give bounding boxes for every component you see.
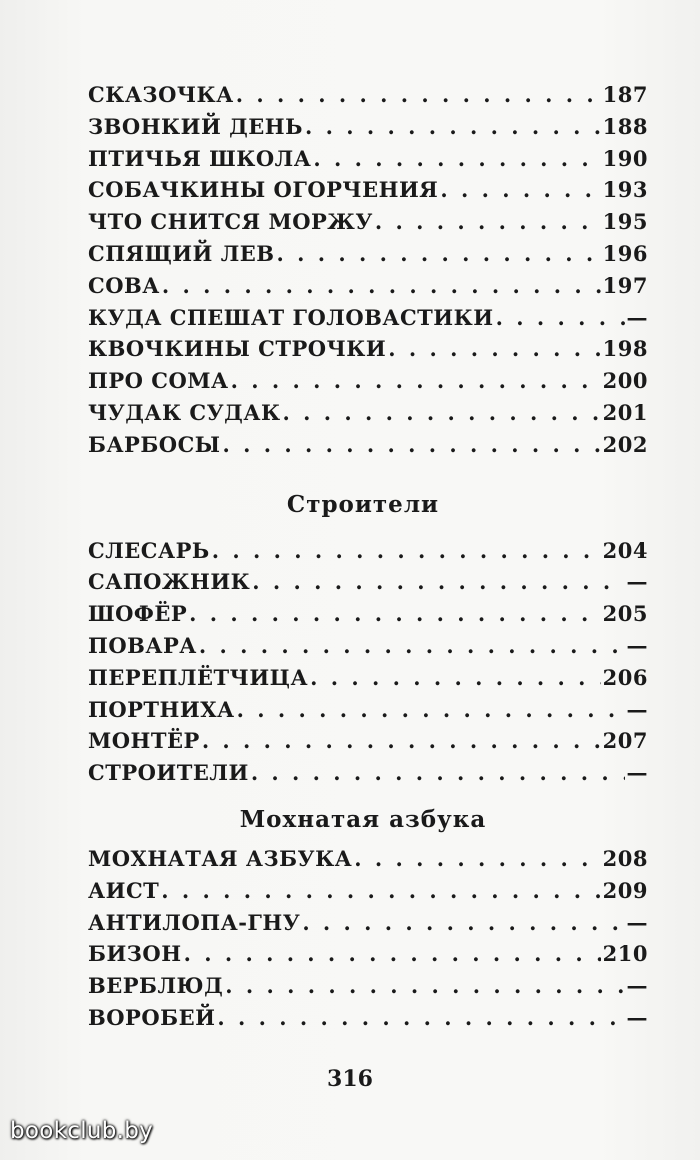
toc-entry-page: 198 [602, 336, 648, 362]
toc-entry-page: 193 [602, 177, 648, 203]
toc-entry-title: ПТИЧЬЯ ШКОЛА [88, 145, 312, 171]
toc-entry-page: 205 [602, 601, 648, 627]
toc-entry-page: — [626, 632, 648, 658]
toc-entry-title: САПОЖНИК [88, 569, 251, 595]
toc-entry-title: ПЕРЕПЛЁТЧИЦА [88, 664, 309, 690]
dot-leader [231, 368, 601, 393]
dot-leader [217, 1005, 624, 1030]
table-of-contents [88, 82, 648, 1037]
toc-entry-page: 190 [602, 145, 648, 171]
toc-entry [88, 400, 648, 432]
toc-entry-title: МОНТЁР [88, 728, 200, 754]
dot-leader [199, 633, 625, 658]
toc-entry [88, 538, 648, 570]
toc-entry-page: — [626, 1004, 648, 1030]
dot-leader [496, 305, 625, 330]
dot-leader [202, 728, 601, 753]
toc-entry-page: — [626, 304, 648, 330]
toc-entry-title: КУДА СПЕШАТ ГОЛОВАСТИКИ [88, 304, 494, 330]
toc-group-2 [88, 538, 648, 792]
toc-entry-page: — [626, 696, 648, 722]
toc-entry [88, 878, 648, 910]
toc-entry-title: СКАЗОЧКА [88, 82, 234, 107]
toc-entry [88, 601, 648, 633]
toc-entry-page: 188 [602, 113, 648, 139]
toc-entry-title: ПОВАРА [88, 632, 197, 658]
toc-entry [88, 209, 648, 241]
toc-entry [88, 569, 648, 601]
toc-entry-title: СОВА [88, 272, 160, 298]
dot-leader [189, 601, 601, 626]
dot-leader [302, 910, 624, 935]
dot-leader [212, 538, 601, 563]
toc-entry-page: 208 [602, 845, 648, 871]
toc-entry-title: АНТИЛОПА-ГНУ [88, 909, 301, 935]
toc-entry [88, 1005, 648, 1037]
toc-entry [88, 697, 648, 729]
section-heading-builders: Строители [286, 490, 440, 518]
toc-entry [88, 665, 648, 697]
toc-entry-page: — [626, 973, 648, 999]
toc-entry-page: 206 [602, 664, 648, 690]
dot-leader [184, 941, 601, 966]
toc-entry-page: 201 [602, 399, 648, 425]
toc-entry-title: МОХНАТАЯ АЗБУКА [88, 845, 353, 871]
toc-entry-page: 209 [602, 877, 648, 903]
toc-entry-title: БИЗОН [88, 941, 182, 967]
dot-leader [354, 846, 600, 871]
toc-entry [88, 82, 648, 114]
watermark: bookclub.by [10, 1118, 154, 1144]
toc-entry-page: — [626, 909, 648, 935]
toc-entry [88, 114, 648, 146]
toc-entry-page: 210 [602, 941, 648, 967]
dot-leader [225, 973, 624, 998]
dot-leader [388, 336, 600, 361]
toc-entry-page: — [626, 569, 648, 595]
toc-entry-title: ЧТО СНИТСЯ МОРЖУ [88, 209, 373, 235]
toc-entry [88, 177, 648, 209]
dot-leader [277, 241, 601, 266]
toc-entry-page: 202 [602, 431, 648, 457]
toc-group-3 [88, 846, 648, 1037]
toc-entry [88, 846, 648, 878]
dot-leader [310, 665, 601, 690]
dot-leader [313, 146, 600, 171]
toc-entry [88, 910, 648, 942]
toc-entry-title: ЗВОНКИЙ ДЕНЬ [88, 113, 303, 139]
dot-leader [252, 569, 624, 594]
toc-entry-page: 187 [602, 82, 648, 107]
toc-entry-title: АИСТ [88, 877, 160, 903]
toc-entry-page: — [626, 760, 648, 786]
toc-entry [88, 368, 648, 400]
toc-entry [88, 760, 648, 792]
toc-entry-title: ПРО СОМА [88, 368, 229, 394]
toc-entry-title: СПЯЩИЙ ЛЕВ [88, 240, 275, 266]
toc-entry [88, 973, 648, 1005]
toc-entry-title: ПОРТНИХА [88, 696, 235, 722]
toc-entry-title: ВЕРБЛЮД [88, 973, 224, 999]
dot-leader [162, 273, 601, 298]
toc-entry-title: ШОФЁР [88, 601, 188, 627]
toc-entry-page: 197 [602, 272, 648, 298]
toc-entry-page: 196 [602, 240, 648, 266]
dot-leader [237, 697, 625, 722]
toc-entry [88, 633, 648, 665]
toc-entry [88, 146, 648, 178]
section-heading-furry-alphabet: Мохнатая азбука [239, 805, 487, 833]
dot-leader [161, 878, 600, 903]
toc-entry-title: БАРБОСЫ [88, 431, 221, 457]
toc-entry-title: СОБАЧКИНЫ ОГОРЧЕНИЯ [88, 177, 439, 203]
toc-entry-title: ЧУДАК СУДАК [88, 399, 281, 425]
toc-group-1 [88, 82, 648, 464]
toc-entry [88, 336, 648, 368]
toc-entry-page: 195 [602, 209, 648, 235]
toc-entry [88, 273, 648, 305]
toc-entry-page: 207 [602, 728, 648, 754]
dot-leader [305, 114, 601, 139]
toc-entry-title: СЛЕСАРЬ [88, 537, 210, 563]
dot-leader [440, 177, 600, 202]
dot-leader [236, 82, 601, 107]
toc-entry-title: СТРОИТЕЛИ [88, 760, 249, 786]
toc-entry [88, 305, 648, 337]
toc-entry [88, 728, 648, 760]
dot-leader [283, 400, 601, 425]
dot-leader [223, 432, 601, 457]
toc-entry [88, 241, 648, 273]
dot-leader [251, 760, 625, 785]
toc-entry-page: 204 [602, 537, 648, 563]
toc-entry-title: ВОРОБЕЙ [88, 1004, 216, 1030]
toc-entry-title: КВОЧКИНЫ СТРОЧКИ [88, 336, 387, 362]
toc-entry-page: 200 [602, 368, 648, 394]
toc-entry [88, 941, 648, 973]
page-number: 316 [327, 1066, 373, 1092]
dot-leader [375, 209, 601, 234]
toc-entry [88, 432, 648, 464]
